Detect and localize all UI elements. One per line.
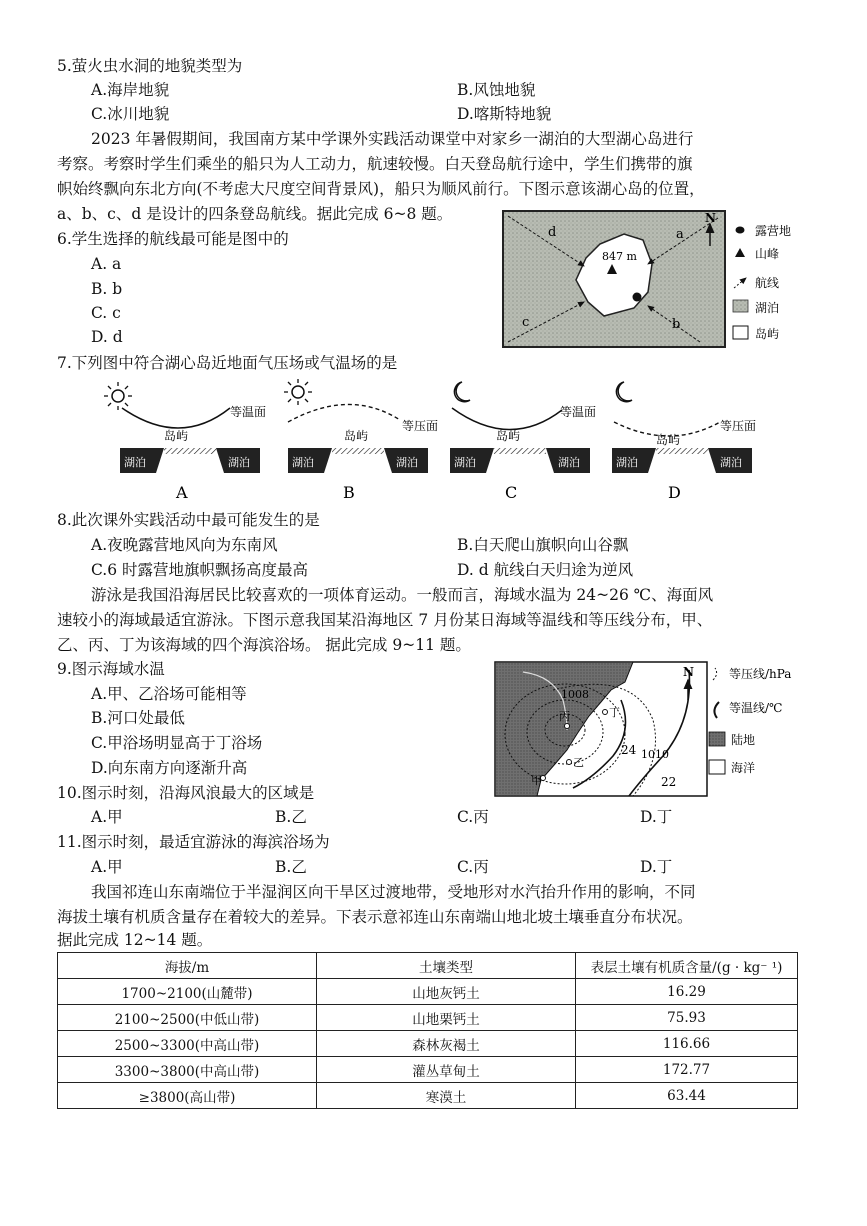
diagram-b-letter: B xyxy=(343,483,355,502)
diagram-b xyxy=(284,379,438,502)
q5-option-a: A.海岸地貌 xyxy=(91,81,170,99)
q5-option-b: B.风蚀地貌 xyxy=(457,81,536,99)
q10-option-b: B.乙 xyxy=(275,808,307,826)
q8-option-d: D. d 航线白天归途为逆风 xyxy=(457,561,634,579)
cell-organic-matter: 63.44 xyxy=(576,1083,798,1109)
cell-organic-matter: 172.77 xyxy=(576,1057,798,1083)
legend-lake-label: 湖泊 xyxy=(755,301,780,315)
q9-option-a: A.甲、乙浴场可能相等 xyxy=(91,685,247,703)
beach-ding-marker xyxy=(603,710,608,715)
route-b-label: b xyxy=(672,317,681,332)
route-c-label: c xyxy=(522,315,530,330)
q9-stem: 9.图示海域水温 xyxy=(57,660,165,678)
q9-option-d: D.向东南方向逐渐升高 xyxy=(91,759,248,777)
q5-option-c: C.冰川地貌 xyxy=(91,105,170,123)
diagram-a-lake-left-label: 湖泊 xyxy=(124,456,146,469)
diagram-a-lake-right-label: 湖泊 xyxy=(228,456,250,469)
legend-land-label: 陆地 xyxy=(731,733,756,747)
legend-lake-swatch xyxy=(733,300,748,312)
diagram-a-island-label: 岛屿 xyxy=(164,429,189,443)
diagram-c-lake-right-label: 湖泊 xyxy=(558,456,580,469)
q10-option-c: C.丙 xyxy=(457,808,489,826)
header-organic-matter: 表层土壤有机质含量/(g · kg⁻ ¹) xyxy=(576,953,798,979)
legend-isotherm-icon xyxy=(714,702,719,718)
legend-island-label: 岛屿 xyxy=(755,327,780,341)
passage3-line-3: 据此完成 12~14 题。 xyxy=(57,931,213,949)
isotherm-curve-a xyxy=(122,408,230,428)
cell-soil-type: 灌丛草甸土 xyxy=(317,1057,576,1083)
cell-elevation: 2500~3300(中高山带) xyxy=(58,1031,317,1057)
q10-stem: 10.图示时刻，沿海风浪最大的区域是 xyxy=(57,784,315,802)
table-row xyxy=(58,1031,798,1057)
passage1-line-2: 考察。考察时学生们乘坐的船只为人工动力，航速较慢。白天登岛航行途中，学生们携带的旗 xyxy=(57,155,693,173)
diagram-b-lake-right-label: 湖泊 xyxy=(396,456,418,469)
q10-option-d: D.丁 xyxy=(640,808,673,826)
legend-route-label: 航线 xyxy=(755,276,780,290)
moon-icon-d xyxy=(616,382,632,402)
cell-soil-type: 寒漠土 xyxy=(317,1083,576,1109)
isobar-1008-label: 1008 xyxy=(561,688,589,701)
cell-elevation: 2100~2500(中低山带) xyxy=(58,1005,317,1031)
sun-icon-b xyxy=(284,379,312,405)
q5-option-d: D.喀斯特地貌 xyxy=(457,105,552,123)
diagram-d xyxy=(612,382,756,502)
diagram-c-island-ground xyxy=(494,448,546,454)
diagram-a-island-ground xyxy=(164,448,216,454)
moon-icon-c xyxy=(454,382,470,402)
diagram-d-lake-right-label: 湖泊 xyxy=(720,456,742,469)
diagram-d-island-ground xyxy=(656,448,708,454)
legend-isotherm-label: 等温线/℃ xyxy=(729,701,783,715)
isobar-curve-b xyxy=(288,404,400,422)
table-row xyxy=(58,979,798,1005)
cell-soil-type: 森林灰褐土 xyxy=(317,1031,576,1057)
diagram-a xyxy=(104,382,266,502)
beach-yi-marker xyxy=(567,760,572,765)
q11-option-a: A.甲 xyxy=(91,858,123,876)
q10-option-a: A.甲 xyxy=(91,808,123,826)
beach-yi-label: 乙 xyxy=(573,756,584,769)
isotherm-24-label: 24 xyxy=(621,743,637,757)
cell-organic-matter: 116.66 xyxy=(576,1031,798,1057)
passage3-line-1: 我国祁连山东南端位于半湿润区向干旱区过渡地带，受地形对水汽抬升作用的影响，不同 xyxy=(91,883,696,901)
diagram-a-letter: A xyxy=(176,483,188,502)
q8-option-b: B.白天爬山旗帜向山谷飘 xyxy=(457,536,629,554)
diagram-b-island-label: 岛屿 xyxy=(344,429,369,443)
diagram-c-island-label: 岛屿 xyxy=(496,429,521,443)
cell-elevation: 1700~2100(山麓带) xyxy=(58,979,317,1005)
diagram-c xyxy=(450,382,596,502)
q11-option-c: C.丙 xyxy=(457,858,489,876)
legend-isobar-label: 等压线/hPa xyxy=(729,667,792,681)
passage3-line-2: 海拔土壤有机质含量存在着较大的差异。下表示意祁连山东南端山地北坡土壤垂直分布状况。 xyxy=(57,908,693,926)
diagram-c-lake-left-label: 湖泊 xyxy=(454,456,476,469)
diagram-d-island-label: 岛屿 xyxy=(656,433,681,447)
diagram-c-line-label: 等温面 xyxy=(560,405,597,419)
isotherm-22-label: 22 xyxy=(661,775,677,789)
legend-campsite-label: 露营地 xyxy=(755,224,792,238)
route-d-label: d xyxy=(548,225,557,240)
sun-icon-a xyxy=(104,382,132,410)
beach-bing-label: 丙 xyxy=(559,710,570,723)
legend-island-swatch xyxy=(733,326,748,339)
cell-elevation: 3300~3800(中高山带) xyxy=(58,1057,317,1083)
isobar-1010-label: 1010 xyxy=(641,748,669,761)
legend-ocean-swatch xyxy=(709,760,725,774)
q8-stem: 8.此次课外实践活动中最可能发生的是 xyxy=(57,511,320,529)
q8-option-c: C.6 时露营地旗帜飘扬高度最高 xyxy=(91,561,309,579)
q9-option-c: C.甲浴场明显高于丁浴场 xyxy=(91,734,263,752)
passage1-line-3: 帜始终飘向东北方向(不考虑大尺度空间背景风)，船只为顺风前行。下图示意该湖心岛的位置， xyxy=(57,180,705,198)
diagram-b-line-label: 等压面 xyxy=(402,419,439,433)
q8-option-a: A.夜晚露营地风向为东南风 xyxy=(91,536,278,554)
passage1-line-4: a、b、c、d 是设计的四条登岛航线。据此完成 6~8 题。 xyxy=(57,205,453,223)
cell-soil-type: 山地灰钙土 xyxy=(317,979,576,1005)
diagram-d-line-label: 等压面 xyxy=(720,419,757,433)
diagram-d-letter: D xyxy=(668,483,681,502)
q6-option-c: C. c xyxy=(91,304,121,322)
passage2-line-1: 游泳是我国沿海居民比较喜欢的一项体育运动。一般而言，海域水温为 24~26 ℃、海面风 xyxy=(91,586,714,604)
q11-option-b: B.乙 xyxy=(275,858,307,876)
beach-jia-label: 甲 xyxy=(531,774,542,787)
legend-land-swatch xyxy=(709,732,725,746)
q11-option-d: D.丁 xyxy=(640,858,673,876)
isotherm-curve-c xyxy=(452,408,562,430)
q6-option-d: D. d xyxy=(91,328,123,346)
diagram-a-line-label: 等温面 xyxy=(230,405,267,419)
cell-organic-matter: 16.29 xyxy=(576,979,798,1005)
q11-stem: 11.图示时刻，最适宜游泳的海滨浴场为 xyxy=(57,833,330,851)
diagram-b-island-ground xyxy=(332,448,384,454)
north-label-2: N xyxy=(683,665,694,679)
legend-campsite-icon xyxy=(736,227,745,234)
header-soil-type: 土壤类型 xyxy=(317,953,576,979)
q5-stem: 5.萤火虫水洞的地貌类型为 xyxy=(57,57,243,75)
diagram-d-lake-left-label: 湖泊 xyxy=(616,456,638,469)
campsite-icon xyxy=(633,293,642,302)
lake-island-map xyxy=(500,208,820,350)
passage2-line-2: 速较小的海域最适宜游泳。下图示意我国某沿海地区 7 月份某日海域等温线和等压线分布，甲、 xyxy=(57,611,713,629)
north-label: N xyxy=(705,211,716,225)
q7-diagrams xyxy=(100,378,770,503)
q7-stem: 7.下列图中符合湖心岛近地面气压场或气温场的是 xyxy=(57,354,398,372)
beach-ding-label: 丁 xyxy=(609,706,620,719)
q6-option-a: A. a xyxy=(91,255,122,273)
legend-ocean-label: 海洋 xyxy=(731,761,756,775)
beach-bing-marker xyxy=(565,724,570,729)
q6-option-b: B. b xyxy=(91,280,123,298)
q6-stem: 6.学生选择的航线最可能是图中的 xyxy=(57,230,289,248)
q9-option-b: B.河口处最低 xyxy=(91,709,185,727)
legend-peak-label: 山峰 xyxy=(755,247,780,261)
peak-elevation-label: 847 m xyxy=(602,250,637,263)
legend-route-icon xyxy=(734,278,746,288)
diagram-b-lake-left-label: 湖泊 xyxy=(292,456,314,469)
legend-peak-icon xyxy=(735,248,745,257)
table-row xyxy=(58,1005,798,1031)
legend-isobar-icon xyxy=(713,668,717,680)
diagram-c-letter: C xyxy=(505,483,518,502)
table-row xyxy=(58,1083,798,1109)
header-elevation: 海拔/m xyxy=(58,953,317,979)
passage1-line-1: 2023 年暑假期间，我国南方某中学课外实践活动课堂中对家乡一湖泊的大型湖心岛进行 xyxy=(91,130,694,148)
cell-organic-matter: 75.93 xyxy=(576,1005,798,1031)
route-a-label: a xyxy=(676,227,684,242)
table-row xyxy=(58,1057,798,1083)
passage2-line-3: 乙、丙、丁为该海域的四个海滨浴场。 据此完成 9~11 题。 xyxy=(57,636,471,654)
coastal-map xyxy=(493,660,813,798)
cell-elevation: ≥3800(高山带) xyxy=(58,1083,317,1109)
cell-soil-type: 山地栗钙土 xyxy=(317,1005,576,1031)
table-header-row xyxy=(58,953,798,979)
soil-table xyxy=(57,952,798,1109)
